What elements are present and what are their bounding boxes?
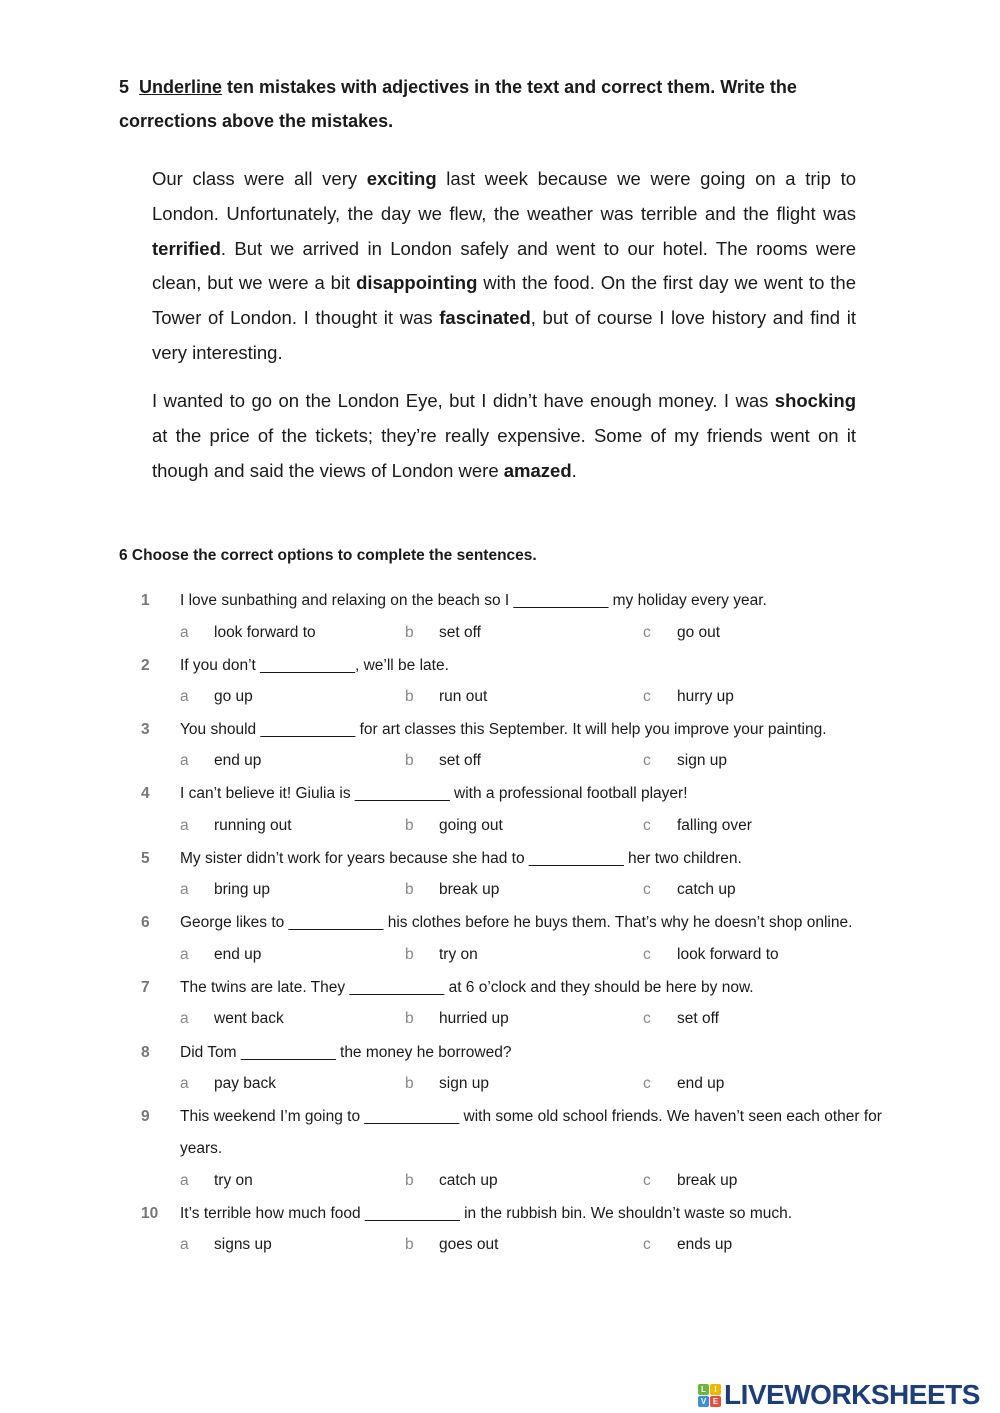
answer-blank[interactable]: ___________ (240, 1044, 336, 1061)
option-text: go out (677, 624, 721, 641)
option-text: set off (439, 624, 481, 641)
option-text: end up (214, 752, 262, 769)
answer-blank[interactable]: ___________ (513, 592, 609, 609)
question-after: his clothes before he buys them. That’s why he doesn’t shop online. (383, 914, 853, 931)
option-letter: a (180, 817, 189, 834)
mistake-word: amazed (503, 459, 572, 481)
mistake-word: shocking (774, 390, 856, 411)
option-letter: b (405, 1172, 414, 1189)
question-before: If you don’t (180, 657, 261, 674)
text-segment: last week because we were going on a trip to London. Unfortunately, the day we flew, the weather was terrible and the flight was (152, 168, 856, 224)
option-letter: a (180, 1236, 189, 1253)
question-after: the money he borrowed? (335, 1044, 512, 1061)
option-letter: c (643, 946, 651, 963)
option-text: look forward to (214, 624, 316, 641)
option-text: going out (439, 817, 503, 834)
underline-word: Underline (139, 77, 223, 97)
option-text: sign up (677, 752, 727, 769)
question-number: 2 (141, 657, 150, 674)
question-number: 3 (141, 721, 150, 738)
question-number: 4 (141, 785, 150, 802)
option-letter: b (405, 624, 414, 641)
option-letter: c (643, 1172, 651, 1189)
option-letter: b (405, 817, 414, 834)
logo-text: LIVEWORKSHEETS (724, 1379, 980, 1410)
option-letter: b (405, 946, 414, 963)
option-text: ends up (677, 1236, 733, 1253)
question-after: with some old school friends. We haven’t seen each other for years. (180, 1108, 882, 1157)
question-before: Did Tom (180, 1044, 241, 1061)
logo-tile: E (710, 1396, 721, 1407)
logo-tile: V (698, 1396, 709, 1407)
option-letter: a (180, 946, 189, 963)
option-text: running out (214, 817, 292, 834)
option-letter: c (643, 1075, 651, 1092)
option-letter: c (643, 752, 651, 769)
text-segment: , but of course I love history and find it very interesting. (152, 307, 856, 363)
option-letter: c (643, 624, 651, 641)
answer-blank[interactable]: ___________ (354, 785, 450, 802)
answer-blank[interactable]: ___________ (528, 850, 624, 867)
text-paragraph-2 (152, 384, 856, 488)
exercise-5-heading (119, 70, 899, 138)
option-letter: b (405, 688, 414, 705)
question-text (180, 650, 890, 682)
option-letter: a (180, 881, 189, 898)
question-text (180, 972, 890, 1004)
question-text (180, 585, 890, 617)
option-letter: b (405, 1075, 414, 1092)
option-text: try on (214, 1172, 253, 1189)
question-before: This weekend I’m going to (180, 1108, 365, 1125)
question-after: her two children. (623, 850, 742, 867)
option-text: goes out (439, 1236, 499, 1253)
question-number: 5 (141, 850, 150, 867)
question-text (180, 778, 890, 810)
option-letter: c (643, 817, 651, 834)
question-after: at 6 o’clock and they should be here by now. (444, 979, 754, 996)
question-before: The twins are late. They (180, 979, 350, 996)
option-letter: a (180, 752, 189, 769)
text-segment: I wanted to go on the London Eye, but I didn’t have enough money. I was (152, 390, 775, 411)
answer-blank[interactable]: ___________ (364, 1205, 460, 1222)
mistake-word: fascinated (439, 307, 531, 329)
question-after: for art classes this September. It will help you improve your painting. (355, 721, 827, 738)
question-text (180, 1037, 890, 1069)
option-text: go up (214, 688, 253, 705)
question-number: 10 (141, 1205, 159, 1222)
question-number: 6 (141, 914, 150, 931)
text-segment: . But we arrived in London safely and went to our hotel. The rooms were clean, but we were a bit (152, 237, 856, 294)
answer-blank[interactable]: ___________ (349, 979, 445, 996)
option-letter: c (643, 1010, 651, 1027)
option-text: catch up (439, 1172, 498, 1189)
option-text: pay back (214, 1075, 277, 1092)
text-paragraph-1 (152, 162, 856, 371)
exercise-instruction: ten mistakes with adjectives in the text and correct them. Write the corrections above the mistakes. (119, 77, 797, 131)
option-letter: c (643, 1236, 651, 1253)
text-segment: Our class were all very (152, 168, 367, 189)
option-text: bring up (214, 881, 271, 898)
question-after: with a professional football player! (449, 785, 688, 802)
question-after: , we’ll be late. (354, 657, 449, 674)
question-before: I love sunbathing and relaxing on the beach so I (180, 592, 514, 609)
option-text: catch up (677, 881, 736, 898)
question-number: 8 (141, 1044, 150, 1061)
option-text: run out (439, 688, 488, 705)
option-text: break up (439, 881, 500, 898)
question-before: I can’t believe it! Giulia is (180, 785, 355, 802)
question-number: 7 (141, 979, 150, 996)
option-text: hurried up (439, 1010, 509, 1027)
mistake-word: exciting (366, 168, 437, 189)
option-text: try on (439, 946, 478, 963)
option-text: set off (439, 752, 481, 769)
option-letter: b (405, 881, 414, 898)
option-letter: a (180, 688, 189, 705)
liveworksheets-logo (698, 1380, 980, 1410)
option-letter: a (180, 624, 189, 641)
logo-tile: I (710, 1384, 721, 1395)
text-segment: with the food. On the first day we went to the Tower of London. I thought it was (152, 272, 857, 329)
question-text (180, 1101, 890, 1165)
option-text: signs up (214, 1236, 272, 1253)
question-after: in the rubbish bin. We shouldn’t waste so much. (459, 1205, 793, 1222)
text-segment: . (571, 459, 577, 481)
question-number: 1 (141, 592, 150, 609)
logo-tile: L (698, 1384, 709, 1395)
option-text: look forward to (677, 946, 779, 963)
option-letter: b (405, 752, 414, 769)
question-before: George likes to (180, 914, 289, 931)
question-text (180, 714, 890, 746)
question-before: It’s terrible how much food (180, 1205, 365, 1222)
question-before: My sister didn’t work for years because she had to (180, 850, 529, 867)
option-text: falling over (677, 817, 752, 834)
answer-blank[interactable]: ___________ (288, 914, 384, 931)
mistake-word: disappointing (356, 272, 478, 294)
answer-blank[interactable]: ___________ (260, 721, 356, 738)
exercise-6-heading: 6 Choose the correct options to complete the sentences. (119, 547, 537, 564)
option-text: sign up (439, 1075, 489, 1092)
option-letter: b (405, 1236, 414, 1253)
question-after: my holiday every year. (608, 592, 767, 609)
option-letter: c (643, 688, 651, 705)
question-number: 9 (141, 1108, 150, 1125)
question-before: You should (180, 721, 261, 738)
exercise-number: 5 (119, 77, 130, 97)
question-text (180, 907, 890, 939)
option-letter: c (643, 881, 651, 898)
option-letter: a (180, 1075, 189, 1092)
option-text: went back (214, 1010, 284, 1027)
question-text (180, 843, 890, 875)
mistake-word: terrified (152, 237, 221, 259)
answer-blank[interactable]: ___________ (260, 657, 355, 674)
option-letter: a (180, 1010, 189, 1027)
option-text: set off (677, 1010, 719, 1027)
answer-blank[interactable]: ___________ (364, 1108, 460, 1125)
option-text: hurry up (677, 688, 734, 705)
logo-tiles (698, 1384, 721, 1407)
question-text (180, 1198, 890, 1230)
option-text: break up (677, 1172, 738, 1189)
option-letter: b (405, 1010, 414, 1027)
option-letter: a (180, 1172, 189, 1189)
option-text: end up (677, 1075, 725, 1092)
option-text: end up (214, 946, 262, 963)
text-segment: at the price of the tickets; they’re really expensive. Some of my friends went on it though and said the views of London were (152, 424, 856, 481)
